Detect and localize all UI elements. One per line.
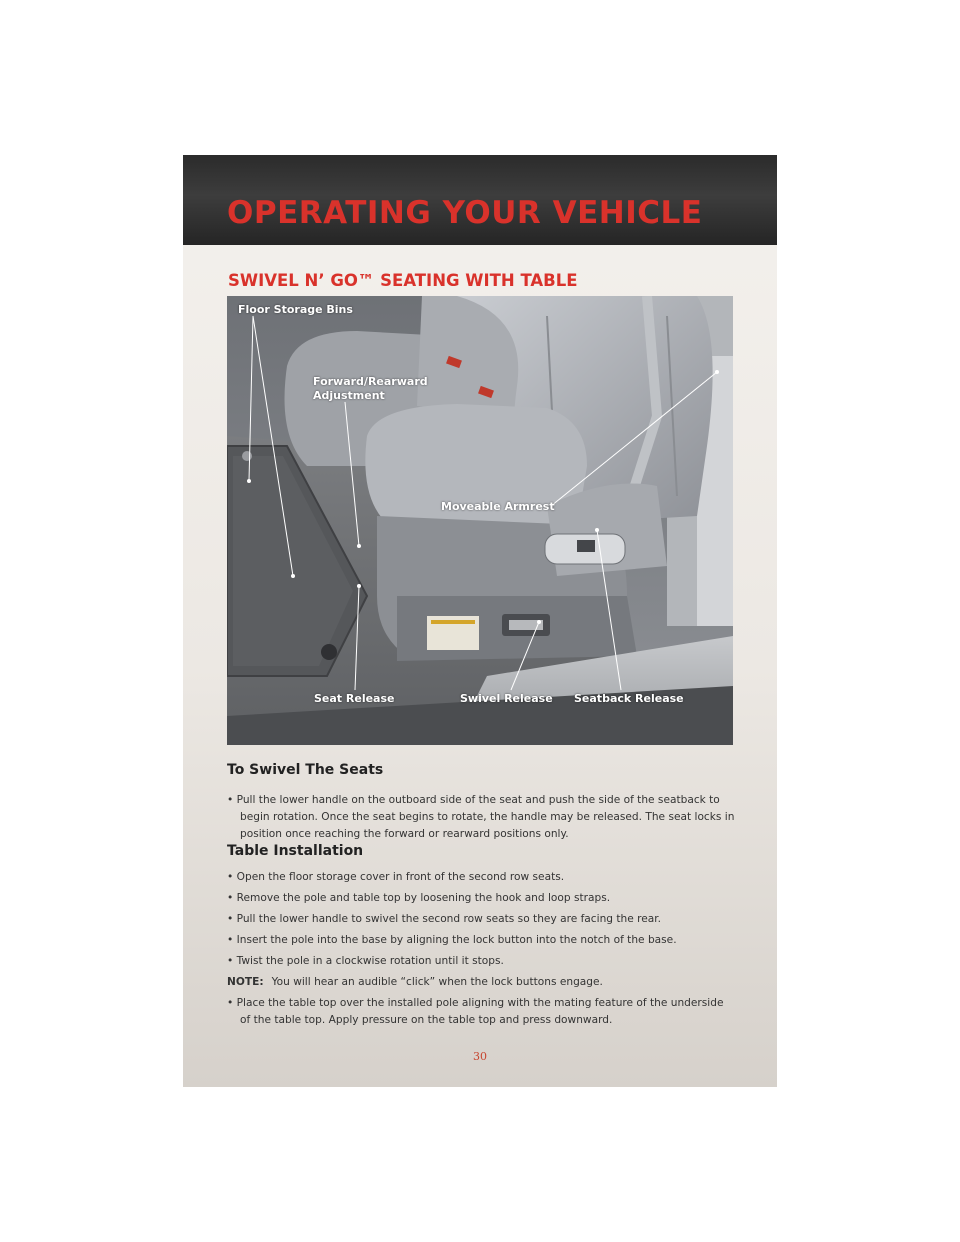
callout-floor-storage-bins: Floor Storage Bins [238,303,353,316]
callout-seatback-release: Seatback Release [574,692,684,705]
header-title: OPERATING YOUR VEHICLE [227,195,703,231]
note [227,974,737,991]
swivel-instructions [227,792,737,843]
table-bullet-1: • Open the floor storage cover in front of the second row seats. [227,869,737,886]
swivel-heading: To Swivel The Seats [227,762,384,778]
seat-illustration [227,296,733,745]
callout-swivel-release: Swivel Release [460,692,553,705]
table-heading: Table Installation [227,843,364,859]
table-bullet-2: • Remove the pole and table top by loosening the hook and loop straps. [227,890,737,907]
callout-adjustment: Adjustment [313,389,385,402]
manual-page [183,155,777,1087]
swivel-bullet: • Pull the lower handle on the outboard side of the seat and push the side of the seatback to begin rotation. Once the seat begins to rotate, the handle may be released. The seat locks in position once reaching the forward or rearward positions only. [227,792,737,843]
note-label: NOTE: [227,976,264,988]
table-bullet-4: • Insert the pole into the base by aligning the lock button into the notch of the base. [227,932,737,949]
table-bullet-3: • Pull the lower handle to swivel the second row seats so they are facing the rear. [227,911,737,928]
section-title: SWIVEL N’ GO™ SEATING WITH TABLE [228,271,578,290]
note-text: You will hear an audible “click” when the lock buttons engage. [271,976,603,988]
seating-photo [227,296,733,745]
page-header [183,155,777,245]
callout-seat-release: Seat Release [314,692,395,705]
table-bullet-last: • Place the table top over the installed pole aligning with the mating feature of the underside of the table top. Apply pressure on the table top and press downward. [227,995,737,1029]
page-number: 30 [473,1050,487,1063]
callout-forward-rearward: Forward/Rearward [313,375,428,388]
table-instructions [227,869,737,1029]
callout-moveable-armrest: Moveable Armrest [441,500,555,513]
table-bullet-5: • Twist the pole in a clockwise rotation until it stops. [227,953,737,970]
